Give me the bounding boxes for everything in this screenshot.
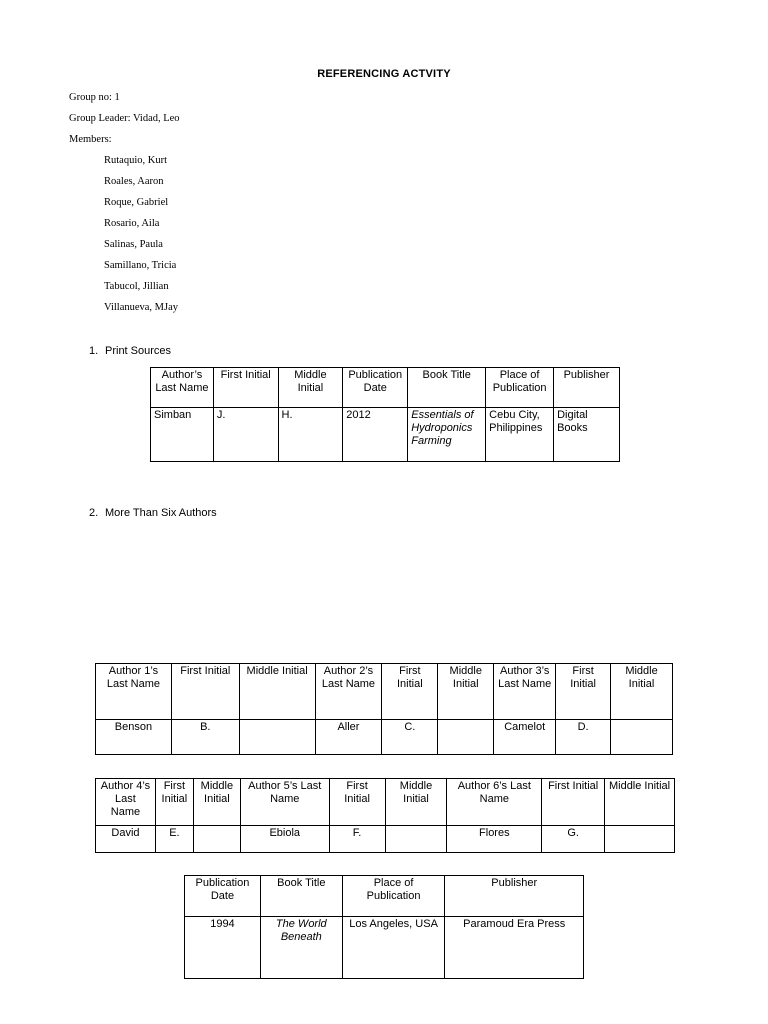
table-cell: Aller: [315, 720, 382, 755]
header-cell: First Initial: [329, 779, 385, 826]
table-cell: 2012: [343, 408, 408, 462]
authors-4-6-table: [95, 778, 675, 853]
table-cell: David: [96, 826, 156, 853]
header-cell: Publication Date: [343, 368, 408, 408]
member-name: Villanueva, MJay: [104, 302, 179, 313]
header-cell: First Initial: [155, 779, 193, 826]
table-cell: E.: [155, 826, 193, 853]
table-cell: The World Beneath: [260, 917, 342, 979]
table-row: [151, 408, 620, 462]
header-cell: Author 1’s Last Name: [96, 664, 172, 720]
document-title: REFERENCING ACTVITY: [317, 68, 451, 80]
header-cell: First Initial: [213, 368, 278, 408]
section-number: 2.: [89, 507, 99, 519]
table-cell: F.: [329, 826, 385, 853]
table-cell: [438, 720, 494, 755]
member-name: Tabucol, Jillian: [104, 281, 169, 292]
header-cell: Publisher: [554, 368, 620, 408]
table-cell: [193, 826, 240, 853]
table-cell: Camelot: [494, 720, 556, 755]
table-cell: 1994: [185, 917, 261, 979]
table-header-row: [96, 779, 675, 826]
header-cell: Place of Publication: [486, 368, 554, 408]
authors-1-3-table: [95, 663, 673, 755]
table-cell: Cebu City, Philippines: [486, 408, 554, 462]
header-cell: Place of Publication: [342, 876, 445, 917]
group-leader: Group Leader: Vidad, Leo: [69, 113, 180, 124]
table-cell: H.: [278, 408, 343, 462]
section-number: 1.: [89, 345, 99, 357]
header-cell: Middle Initial: [239, 664, 315, 720]
header-cell: Author 5’s Last Name: [240, 779, 329, 826]
header-cell: Publication Date: [185, 876, 261, 917]
header-cell: Publisher: [445, 876, 584, 917]
members-label: Members:: [69, 134, 112, 145]
header-cell: Book Title: [408, 368, 486, 408]
table-row: [96, 826, 675, 853]
table-cell: Simban: [151, 408, 214, 462]
table-header-row: [96, 664, 673, 720]
table-cell: D.: [556, 720, 611, 755]
member-name: Roales, Aaron: [104, 176, 164, 187]
header-cell: Author 4’s Last Name: [96, 779, 156, 826]
table-cell: Essentials of Hydroponics Farming: [408, 408, 486, 462]
section-label: More Than Six Authors: [105, 507, 217, 519]
header-cell: Author’s Last Name: [151, 368, 214, 408]
table-cell: J.: [213, 408, 278, 462]
table-cell: Paramoud Era Press: [445, 917, 584, 979]
table-cell: [239, 720, 315, 755]
table-cell: Digital Books: [554, 408, 620, 462]
member-name: Rosario, Aila: [104, 218, 160, 229]
table-cell: Flores: [447, 826, 542, 853]
header-cell: Author 2’s Last Name: [315, 664, 382, 720]
header-cell: Middle Initial: [385, 779, 447, 826]
table-header-row: [185, 876, 584, 917]
table-cell: [611, 720, 673, 755]
group-number: Group no: 1: [69, 92, 120, 103]
table-cell: G.: [542, 826, 605, 853]
print-sources-table: [150, 367, 620, 462]
publication-info-table: [184, 875, 584, 979]
table-header-row: [151, 368, 620, 408]
table-cell: [385, 826, 447, 853]
header-cell: First Initial: [382, 664, 438, 720]
section-heading-more-than-six-authors: [89, 507, 217, 519]
header-cell: First Initial: [171, 664, 239, 720]
header-cell: Middle Initial: [611, 664, 673, 720]
table-cell: Ebiola: [240, 826, 329, 853]
header-cell: Book Title: [260, 876, 342, 917]
table-row: [185, 917, 584, 979]
table-cell: Benson: [96, 720, 172, 755]
header-cell: Middle Initial: [605, 779, 675, 826]
header-cell: Author 6’s Last Name: [447, 779, 542, 826]
header-cell: First Initial: [556, 664, 611, 720]
header-cell: Author 3’s Last Name: [494, 664, 556, 720]
header-cell: First Initial: [542, 779, 605, 826]
member-name: Roque, Gabriel: [104, 197, 169, 208]
member-name: Rutaquio, Kurt: [104, 155, 167, 166]
section-heading-print-sources: [89, 345, 171, 357]
section-label: Print Sources: [105, 345, 172, 357]
member-name: Salinas, Paula: [104, 239, 163, 250]
table-cell: [605, 826, 675, 853]
header-cell: Middle Initial: [438, 664, 494, 720]
header-cell: Middle Initial: [278, 368, 343, 408]
member-name: Samillano, Tricia: [104, 260, 177, 271]
table-row: [96, 720, 673, 755]
header-cell: Middle Initial: [193, 779, 240, 826]
table-cell: C.: [382, 720, 438, 755]
table-cell: B.: [171, 720, 239, 755]
table-cell: Los Angeles, USA: [342, 917, 445, 979]
